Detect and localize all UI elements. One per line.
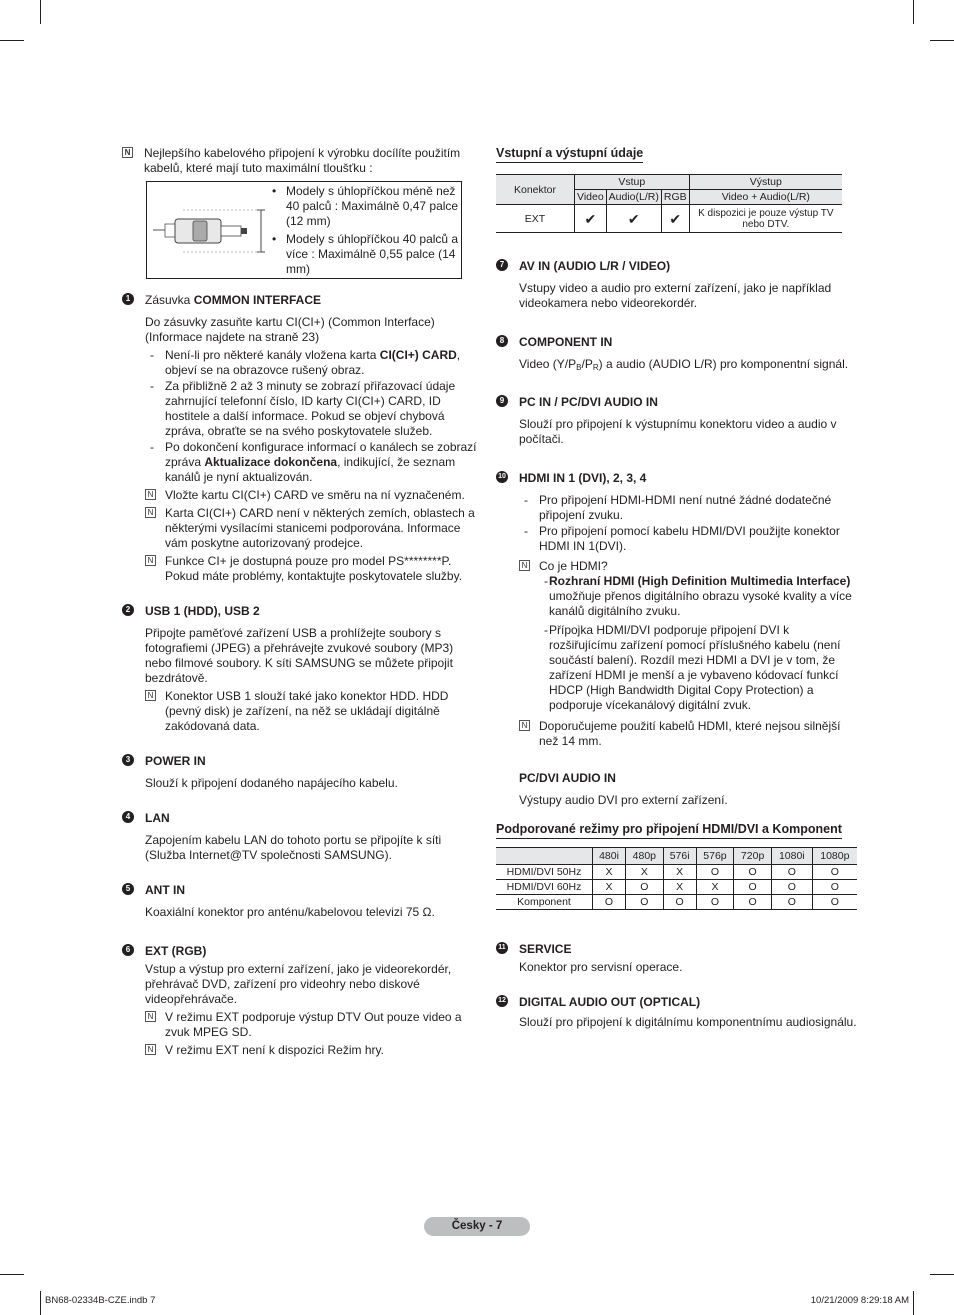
modes-cell: X (593, 865, 626, 880)
section-note: N V režimu EXT podporuje výstup DTV Out pouze video a zvuk MPEG SD. (145, 1010, 482, 1040)
dash-item: - Za přibližně 2 až 3 minuty se zobrazí přiřazovací údaje zahrnující telefonní číslo, ID karty CI(CI+) CARD, ID hostitele a další informace. Pokud se objeví chybová zpráva, obraťte se na svého poskytovatele služeb. (145, 379, 482, 439)
cable-plug-icon (153, 196, 273, 266)
dash-item: - Není-li pro některé kanály vložena karta CI(CI+) CARD, objeví se na obrazovce rušený obraz. (145, 348, 482, 378)
section-heading: PC/DVI AUDIO IN (519, 771, 616, 785)
section-body: Video $(Y/P_B/P_R)$ a audio (AUDIO L/R) pro komponentní signál. (519, 357, 849, 372)
section-heading: HDMI IN 1 (DVI), 2, 3, 4 (519, 471, 647, 485)
io-row-name: EXT (496, 205, 575, 233)
io-table (496, 174, 842, 233)
section-component-in (496, 335, 858, 375)
cable-spec-list (272, 184, 472, 280)
section-usb (122, 604, 482, 734)
section-ant-in (122, 883, 482, 920)
crop-mark (0, 1274, 24, 1275)
crop-mark (0, 40, 24, 41)
io-header-vystup: Výstup (689, 175, 842, 190)
io-subheader: Video + Audio(L/R) (689, 190, 842, 205)
check-icon: ✔ (606, 205, 661, 233)
section-body: Slouží pro připojení k digitálnímu komponentnímu audiosignálu. (519, 1015, 857, 1029)
print-timestamp: 10/21/2009 8:29:18 AM (810, 1295, 909, 1306)
section-digital-audio-out (496, 995, 858, 1030)
dash-item: - Rozhraní HDMI (High Definition Multimedia Interface) umožňuje přenos digitálního obrazu vysoké kvality a více kanálů digitálního zvuku. (539, 574, 858, 619)
modes-cell: X (663, 880, 696, 895)
section-body: Konektor pro servisní operace. (519, 960, 683, 974)
section-hdmi-in (496, 471, 858, 749)
section-heading: ANT IN (145, 883, 185, 897)
check-icon: ✔ (661, 205, 689, 233)
section-body: Do zásuvky zasuňte kartu CI(CI+) (Common Interface) (Informace najdete na straně 23) (145, 315, 435, 344)
section-number: 4 (122, 811, 134, 823)
section-number: 8 (496, 335, 508, 347)
intro-note (122, 146, 482, 176)
modes-cell: X (663, 865, 696, 880)
section-heading: POWER IN (145, 754, 206, 768)
crop-mark (930, 40, 954, 41)
section-heading: DIGITAL AUDIO OUT (OPTICAL) (519, 995, 701, 1009)
modes-row (496, 865, 857, 880)
modes-cell: O (812, 880, 857, 895)
section-pc-in (496, 395, 858, 447)
io-title: Vstupní a výstupní údaje (496, 146, 643, 163)
modes-col-header: 576i (663, 848, 696, 865)
section-lan (122, 811, 482, 863)
section-number: 3 (122, 754, 134, 766)
section-number: 7 (496, 259, 508, 271)
modes-cell: O (830, 896, 839, 908)
modes-cell: O (771, 895, 812, 910)
modes-row-name: HDMI/DVI 50Hz (496, 865, 593, 880)
dash-item: - Po dokončení konfigurace informací o kanálech se zobrazí zpráva Aktualizace dokončena, indikující, že seznam kanálů je nyní aktualizován. (145, 440, 482, 485)
section-number: 9 (496, 395, 508, 407)
section-body: Připojte paměťové zařízení USB a prohlížejte soubory s fotografiemi (JPEG) a přehrávejte zvukové soubory (MP3) nebo filmové soubory. K síti SAMSUNG se můžete připojit bezdrátově. (145, 626, 454, 685)
section-body: Výstupy audio DVI pro externí zařízení. (519, 793, 728, 807)
modes-row-name: HDMI/DVI 60Hz (496, 880, 593, 895)
section-heading: LAN (145, 811, 170, 825)
modes-corner (496, 848, 593, 865)
section-note: N Funkce CI+ je dostupná pouze pro model PS********P. Pokud máte problémy, kontaktujte poskytovatele služby. (145, 554, 482, 584)
io-header-konektor: Konektor (496, 175, 575, 205)
io-subheader: RGB (661, 190, 689, 205)
left-column (122, 146, 482, 1060)
section-heading: PC IN / PC/DVI AUDIO IN (519, 395, 658, 409)
section-note: N Co je HDMI? - Rozhraní HDMI (High Definition Multimedia Interface) umožňuje přenos digitálního obrazu vysoké kvality a více kanálů digitálního zvuku. - Přípojka HDMI/DVI podporuje připojení DVI k rozšiřujícímu zařízení pomocí příslušného kabelu (není součástí balení). Rozdíl mezi HDMI a DVI je v tom, že zařízení HDMI je menší a je vybaveno kódovací funkcí HDCP (High Bandwidth Digital Copy Protection) a podporuje vícekanálový digitální zvuk. (519, 559, 858, 713)
section-number: 6 (122, 944, 134, 956)
section-body: Slouží pro připojení k výstupnímu konektoru video a audio v počítači. (519, 417, 837, 446)
note-icon: N (145, 489, 156, 500)
modes-row (496, 895, 857, 910)
note-icon: N (519, 560, 530, 571)
section-heading: COMPONENT IN (519, 335, 613, 349)
modes-cell: O (593, 895, 626, 910)
crop-mark (40, 0, 41, 24)
modes-cell: O (734, 880, 772, 895)
io-subheader: Audio(L/R) (606, 190, 661, 205)
section-note: N Vložte kartu CI(CI+) CARD ve směru na ní vyznačeném. (145, 488, 482, 503)
modes-cell: O (734, 895, 772, 910)
io-subheader: Video (575, 190, 607, 205)
modes-cell: X (696, 880, 734, 895)
section-body: Koaxiální konektor pro anténu/kabelovou televizi 75 Ω. (145, 905, 435, 919)
io-header-vstup: Vstup (575, 175, 690, 190)
crop-mark (913, 0, 914, 24)
section-body: Vstup a výstup pro externí zařízení, jako je videorekordér, přehrávač DVD, zařízení pro videohry nebo diskové videopřehrávače. (145, 962, 452, 1006)
modes-cell: O (771, 865, 812, 880)
modes-cell: O (626, 895, 664, 910)
section-number: 2 (122, 604, 134, 616)
dash-item: - Pro připojení HDMI-HDMI není nutné žádné dodatečné připojení zvuku. (519, 493, 858, 523)
section-note: N Doporučujeme použití kabelů HDMI, které nejsou silnější než 14 mm. (519, 719, 858, 749)
modes-cell: O (734, 865, 772, 880)
modes-title-wrap (496, 822, 858, 839)
modes-col-header: 1080i (771, 848, 812, 865)
modes-row-name: Komponent (496, 895, 593, 910)
dash-item: - Pro připojení pomocí kabelu HDMI/DVI použijte konektor HDMI IN 1(DVI). (519, 524, 858, 554)
note-icon: N (145, 507, 156, 518)
io-output-note: K dispozici je pouze výstup TV nebo DTV. (698, 207, 834, 230)
section-body: Slouží k připojení dodaného napájecího kabelu. (145, 776, 398, 790)
modes-cell: X (626, 865, 664, 880)
crop-mark (913, 1291, 914, 1315)
modes-col-header: 576p (696, 848, 734, 865)
intro-note-text: Nejlepšího kabelového připojení k výrobku docílíte použitím kabelů, které mají tuto maximální tloušťku : (144, 146, 461, 175)
note-icon: N (145, 555, 156, 566)
section-heading: EXT (RGB) (145, 944, 207, 958)
section-note: N Konektor USB 1 slouží také jako konektor HDD. HDD (pevný disk) je zařízení, na něž se ukládají digitálně zakódovaná data. (145, 689, 482, 734)
crop-mark (40, 1291, 41, 1315)
right-column (496, 146, 858, 1033)
section-number: 5 (122, 883, 134, 895)
section-power-in (122, 754, 482, 791)
modes-title: Podporované režimy pro připojení HDMI/DVI a Komponent (496, 822, 842, 839)
section-body: Vstupy video a audio pro externí zařízení, jako je například videokamera nebo videorekordér. (519, 281, 832, 310)
note-icon: N (145, 1011, 156, 1022)
section-service (496, 942, 858, 975)
note-icon: N (519, 720, 530, 731)
section-note: N V režimu EXT není k dispozici Režim hry. (145, 1043, 482, 1058)
section-number: 10 (496, 471, 508, 483)
section-number: 12 (496, 995, 508, 1007)
modes-table (496, 847, 857, 910)
note-icon: N (122, 147, 133, 158)
crop-mark (930, 1274, 954, 1275)
modes-col-header: 1080p (812, 848, 857, 865)
dash-item: - Přípojka HDMI/DVI podporuje připojení DVI k rozšiřujícímu zařízení pomocí příslušného kabelu (není součástí balení). Rozdíl mezi HDMI a DVI je v tom, že zařízení HDMI je menší a je vybaveno kódovací funkcí HDCP (High Bandwidth Digital Copy Protection) a podporuje vícekanálový digitální zvuk. (539, 623, 858, 713)
note-icon: N (145, 690, 156, 701)
section-pc-dvi-audio (496, 771, 858, 808)
section-number: 1 (122, 293, 134, 305)
section-heading: Zásuvka COMMON INTERFACE (145, 293, 322, 307)
section-ext-rgb (122, 944, 482, 1058)
modes-cell: O (771, 880, 812, 895)
section-heading: SERVICE (519, 942, 572, 956)
section-common-interface (122, 293, 482, 584)
section-body: Zapojením kabelu LAN do tohoto portu se připojíte k síti (Služba Internet@TV společnosti SAMSUNG). (145, 833, 442, 862)
modes-col-header: 480i (593, 848, 626, 865)
modes-row (496, 880, 857, 895)
check-icon: ✔ (575, 205, 607, 233)
modes-cell: O (663, 895, 696, 910)
modes-cell: O (696, 865, 734, 880)
section-av-in (496, 259, 858, 311)
cable-spec-item: • Modely s úhlopříčkou méně než 40 palců : Maximálně 0,47 palce (12 mm) (286, 184, 472, 229)
modes-cell: O (626, 880, 664, 895)
file-slug: BN68-02334B-CZE.indb 7 (45, 1295, 156, 1306)
page-number-badge: Česky - 7 (424, 1217, 530, 1236)
section-heading: AV IN (AUDIO L/R / VIDEO) (519, 259, 671, 273)
modes-cell: O (812, 865, 857, 880)
cable-spec-item: • Modely s úhlopříčkou 40 palců a více : Maximálně 0,55 palce (14 mm) (286, 232, 472, 277)
modes-col-header: 480p (626, 848, 664, 865)
section-heading: USB 1 (HDD), USB 2 (145, 604, 260, 618)
cable-thickness-box (146, 181, 462, 279)
section-number: 11 (496, 942, 508, 954)
section-note: N Karta CI(CI+) CARD není v některých zemích, oblastech a některými vysílacími stanicemi podporována. Informace vám poskytne autorizovaný prodejce. (145, 506, 482, 551)
modes-cell: O (696, 895, 734, 910)
note-icon: N (145, 1044, 156, 1055)
modes-cell: X (593, 880, 626, 895)
modes-col-header: 720p (734, 848, 772, 865)
